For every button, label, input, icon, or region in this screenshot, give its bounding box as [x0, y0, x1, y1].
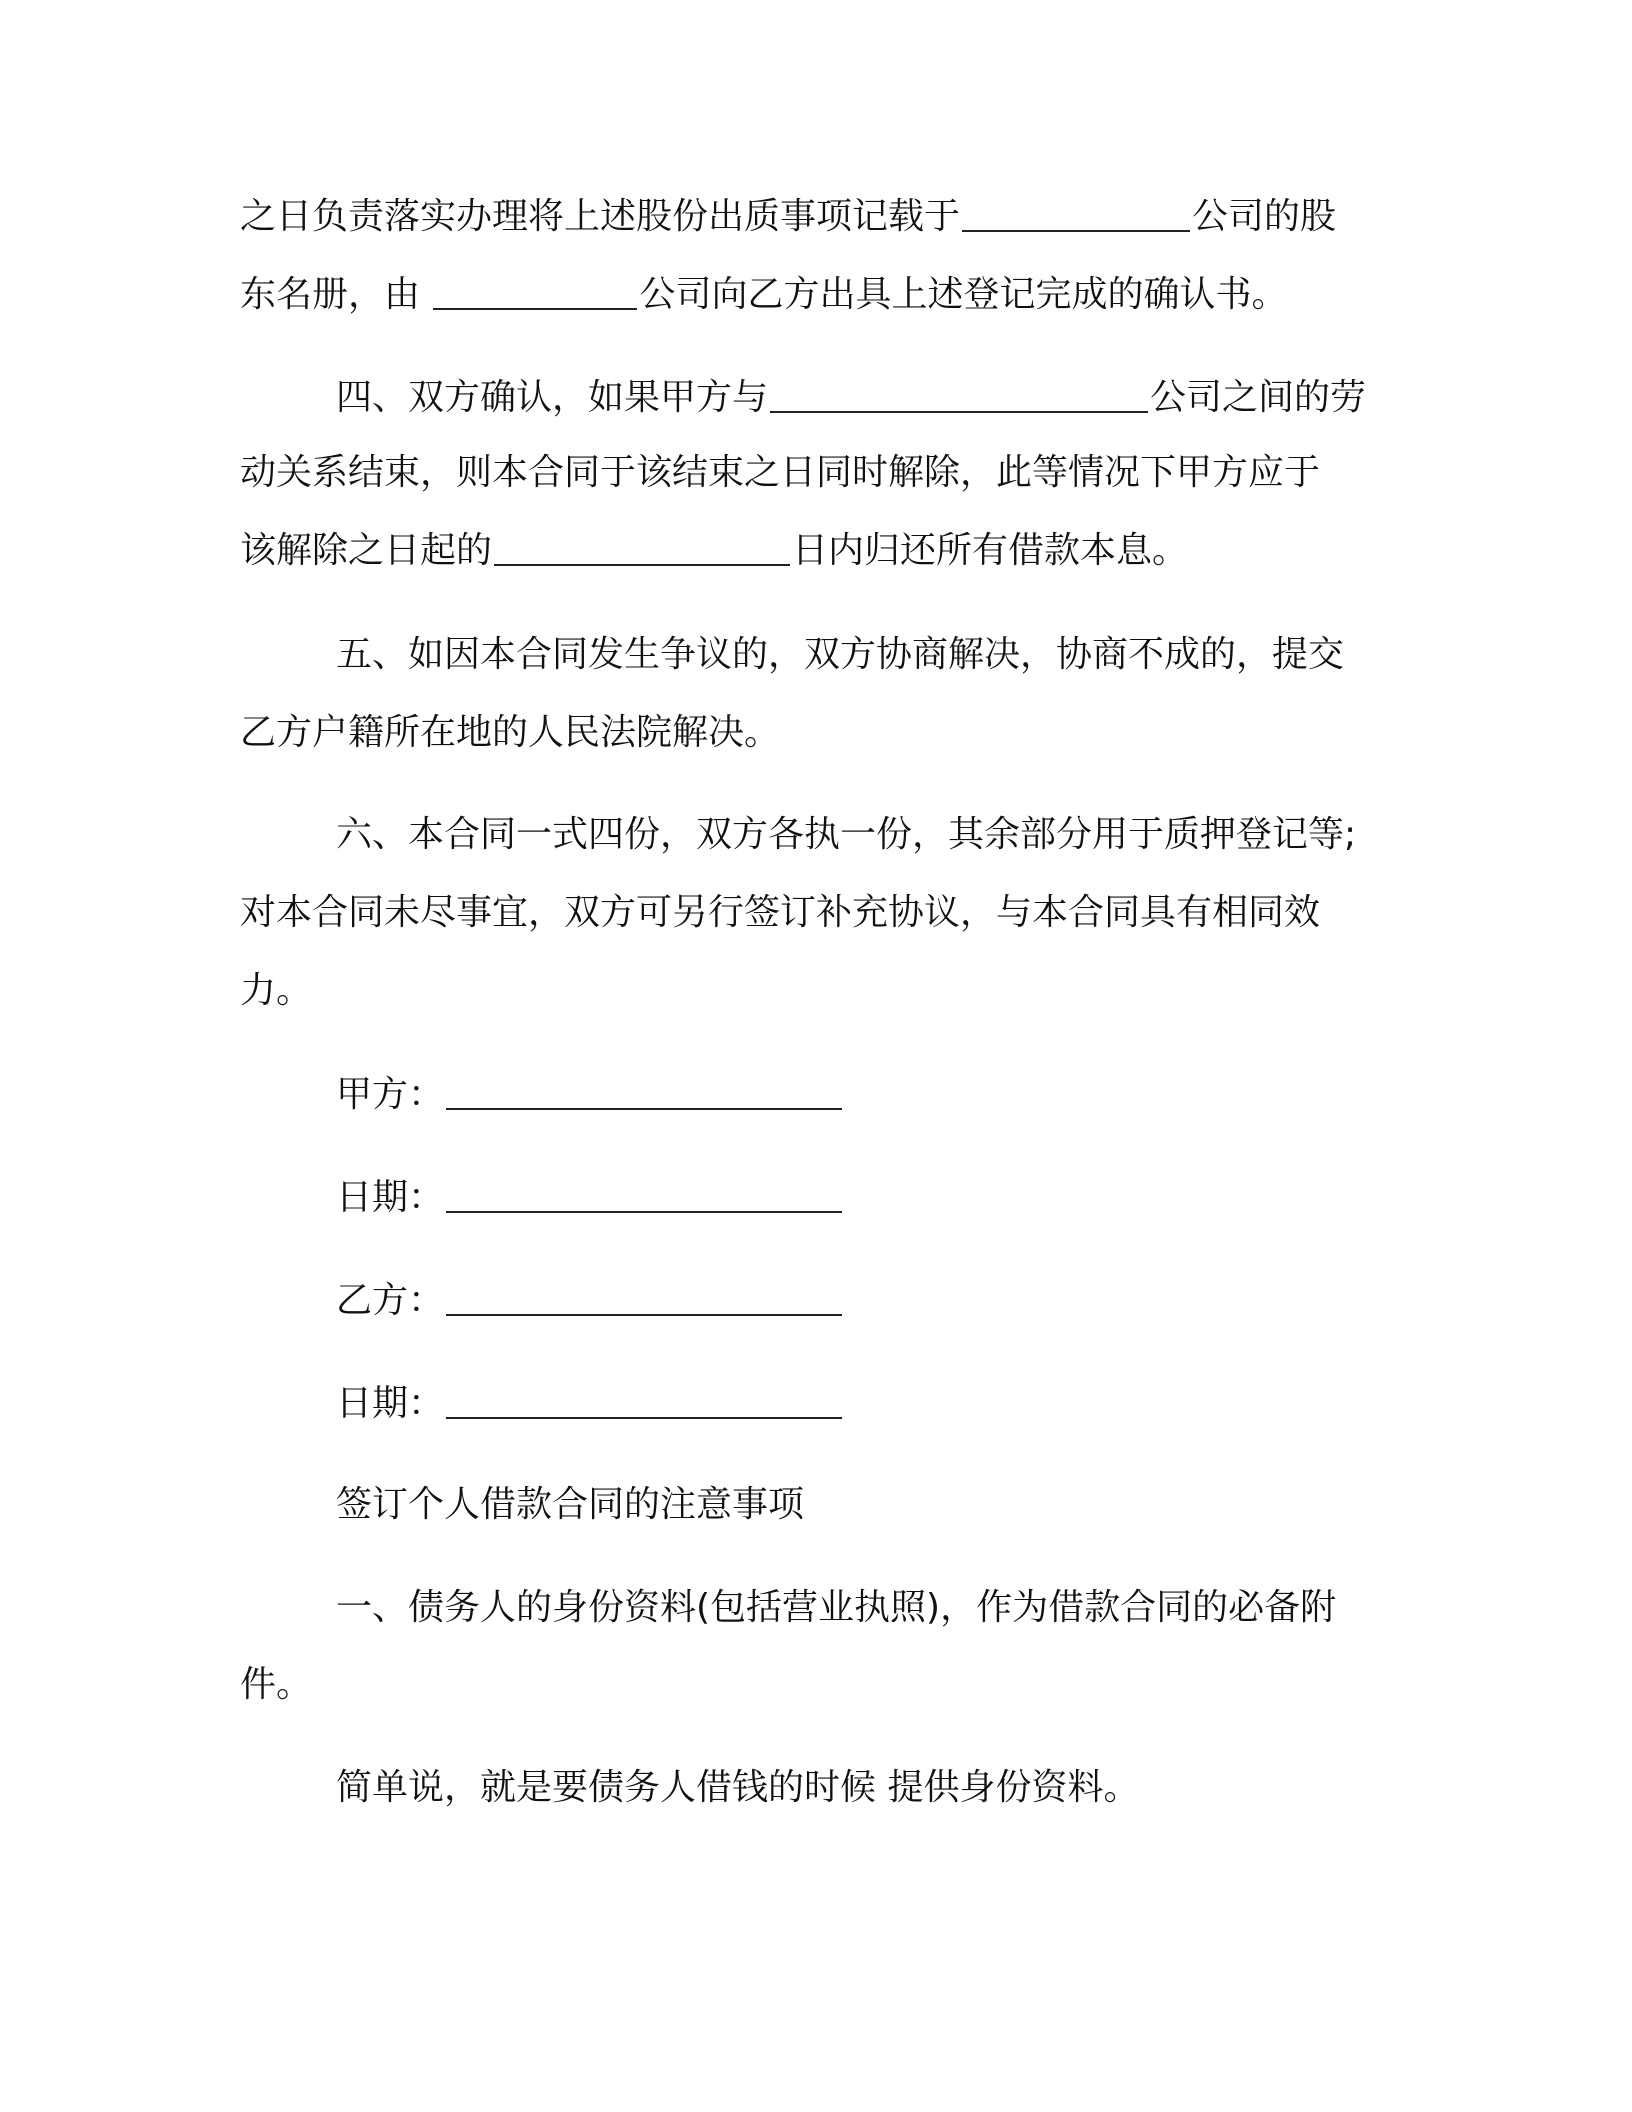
- signature-blank: [446, 1177, 842, 1213]
- signature-blank: [446, 1280, 842, 1316]
- p2-line-3-text-b: 日内归还所有借款本息。: [792, 530, 1189, 571]
- p4-line-2: [240, 888, 1320, 938]
- p1-line-2-text-b: 公司向乙方出具上述登记完成的确认书。: [639, 274, 1288, 315]
- p2-line-1-text-a: 四、双方确认，如果甲方与: [336, 377, 769, 418]
- signature-date-b: [336, 1379, 844, 1429]
- p4-line-2-text: 对本合同未尽事宜，双方可另行签订补充协议，与本合同具有相同效: [240, 892, 1321, 933]
- notes-item-1-line-2: [240, 1660, 312, 1710]
- blank-company-name-2: [433, 274, 637, 310]
- signature-label: 日期：: [336, 1383, 445, 1424]
- notes-heading: [336, 1480, 804, 1530]
- p4-line-3-text: 力。: [240, 970, 313, 1011]
- signature-label: 日期：: [336, 1177, 445, 1218]
- p2-line-2-text: 动关系结束，则本合同于该结束之日同时解除，此等情况下甲方应于: [240, 452, 1321, 493]
- blank-company-name-3: [770, 377, 1148, 413]
- notes-item-1-text-cont: 件。: [240, 1664, 313, 1705]
- p4-line-1: [336, 810, 1356, 860]
- notes-item-1-line-1: [336, 1583, 1336, 1633]
- p1-line-2: [240, 270, 1287, 320]
- notes-item-1-explanation: [336, 1763, 1139, 1813]
- p1-line-1: [240, 192, 1336, 242]
- signature-party-b: [336, 1276, 844, 1326]
- signature-blank: [446, 1383, 842, 1419]
- p3-line-1: [336, 630, 1344, 680]
- p2-line-1-text-b: 公司之间的劳: [1150, 377, 1367, 418]
- p3-line-2-text: 乙方户籍所在地的人民法院解决。: [240, 712, 781, 753]
- signature-label: 甲方：: [336, 1074, 445, 1115]
- signature-party-a: [336, 1070, 844, 1120]
- signature-blank: [446, 1074, 842, 1110]
- blank-company-name-1: [962, 196, 1190, 232]
- p1-line-2-text-a: 东名册，由: [240, 274, 432, 315]
- signature-label: 乙方：: [336, 1280, 445, 1321]
- p2-line-3: [240, 526, 1188, 576]
- notes-explanation-text: 简单说，就是要债务人借钱的时候 提供身份资料。: [336, 1767, 1140, 1808]
- p4-line-3: [240, 966, 312, 1016]
- blank-days: [494, 530, 790, 566]
- notes-item-1-text: 一、债务人的身份资料(包括营业执照)，作为借款合同的必备附: [336, 1587, 1337, 1628]
- p3-line-1-text: 五、如因本合同发生争议的，双方协商解决，协商不成的，提交: [336, 634, 1345, 675]
- p2-line-3-text-a: 该解除之日起的: [240, 530, 493, 571]
- p2-line-1: [336, 373, 1366, 423]
- p1-line-1-text-b: 公司的股: [1192, 196, 1337, 237]
- p1-line-1-text-a: 之日负责落实办理将上述股份出质事项记载于: [240, 196, 961, 237]
- p3-line-2: [240, 708, 780, 758]
- signature-date-a: [336, 1173, 844, 1223]
- notes-heading-text: 签订个人借款合同的注意事项: [336, 1484, 805, 1525]
- p4-line-1-text: 六、本合同一式四份，双方各执一份，其余部分用于质押登记等;: [336, 814, 1357, 855]
- p2-line-2: [240, 448, 1320, 498]
